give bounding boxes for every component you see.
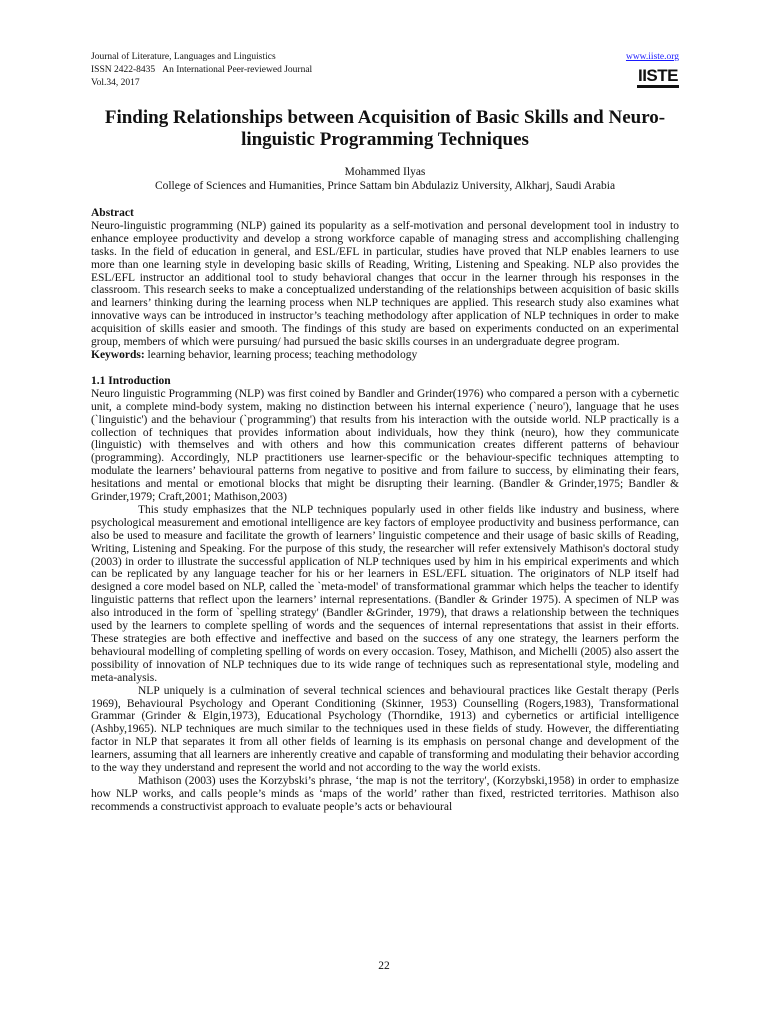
journal-info [91, 51, 312, 90]
intro-paragraph: NLP uniquely is a culmination of several technical sciences and behavioural practices like Gestalt therapy (Perls 1969), Behavioural Psychology and Operant Conditioning (Skinner, 1953) Counselling (Rogers,1983), Transformational Grammar (Grinder & Elgin,1973), Educational Psychology (Thorndike, 1913) and cybernetics or artificial intelligence (Ashby,1965). NLP techniques are much similar to the techniques used in these fields of study. However, the differentiating factor in NLP that separates it from all other fields of learning is its emphasis on personal change and development of the learners, assuming that all learners are inherently creative and capable of transforming and modulating their behavior according to the way they understand and represent the world and not according to the way the world exists. [91, 684, 679, 775]
article-body [91, 207, 679, 814]
intro-paragraph: This study emphasizes that the NLP techniques popularly used in other fields like industry and business, where psychological measurement and emotional intelligence are key factors of employee productivity and business performance, can also be used to measure and facilitate the growth of learners’ linguistic competence and their usage of basic skills of Reading, Writing, Listening and Speaking. For the purpose of this study, the researcher will refer extensively Mathison's doctoral study (2003) in order to illustrate the successful application of NLP techniques used by him in his empirical experiments and which can be replicated by any language teacher for his or her learners in ESL/EFL situation. The originators of NLP itself had designed a core model based on NLP, called the `meta-model' of transformational grammar which helps the teacher to identify linguistic patterns that reflect upon the learners’ internal representations. (Bandler & Grinder 1975). A specimen of NLP was also introduced in the form of `spelling strategy' (Bandler &Grinder, 1979), that draws a relationship between the techniques used by the learners to complete spelling of words and the sequences of internal representations that assist in their efforts. These strategies are both effective and ineffective and based on the success of any one strategy, the learners perform the behavioural modelling of completing spelling of words on every occasion. Tosey, Mathison, and Michelli (2005) also assert the possibility of innovation of NLP techniques due to its wide range of techniques such as representational style, modeling and meta-analysis. [91, 503, 679, 684]
journal-branding [615, 51, 679, 88]
page-number: 22 [378, 960, 390, 972]
abstract-text: Neuro-linguistic programming (NLP) gained its popularity as a self-motivation and personal development tool in industry to enhance employee productivity and develop a strong workforce capable of managing stress and accomplishing challenging tasks. In the field of education in general, and ESL/EFL in particular, studies have proved that NLP enables learners to use more than one learning style in developing basic skills of Reading, Writing, Listening and Speaking. NLP also provides the ESL/EFL instructor an additional tool to study behavioral changes that occur in the learner through his responses in the classroom. This research seeks to make a conceptualized understanding of the relationships between acquisition of basic skills and learners’ thinking during the learning process when NLP techniques are applied. This research study also examines what innovative ways can be introduced in instructor’s teaching methodology after application of NLP techniques in order to make acquisition of skills easier and smooth. The findings of this study are based on experiments conducted on an experimental group, members of which were pursuing/ had pursued the basic skills courses in an undergraduate degree program. [91, 219, 679, 349]
journal-issn: ISSN 2422-8435 [91, 65, 156, 75]
introduction-heading: 1.1 Introduction [91, 374, 171, 387]
author-affiliation: College of Sciences and Humanities, Prince Sattam bin Abdulaziz University, Alkharj, Saudi Arabia [154, 180, 616, 192]
iiste-logo-icon: IISTE [637, 67, 679, 88]
article-title: Finding Relationships between Acquisition of Basic Skills and Neuro-linguistic Programming Techniques [104, 107, 666, 150]
intro-paragraph: Neuro linguistic Programming (NLP) was first coined by Bandler and Grinder(1976) who compared a person with a cybernetic unit, a complete mind-body system, making no distinction between his internal experience (`neuro'), language that he uses (`linguistic') and the behaviour (`programming') that results from his interaction with the outside world. NLP practically is a collection of techniques that provides information about individuals, how they think (neuro), how they communicate (linguistic) with themselves and with others and how this communication creates different patterns of behaviour (programming). Accordingly, NLP practitioners use learner-specific or the behaviour-specific techniques attempting to modulate the learners’ behavioural patterns from negative to positive and from failure to success, by eliminating their fears, hesitations and mental or emotional blocks that might be disrupting their learning. (Bandler & Grinder,1975; Bandler & Grinder,1979; Craft,2001; Mathison,2003) [91, 387, 679, 504]
journal-volume: Vol.34, 2017 [91, 78, 140, 88]
journal-header [91, 51, 679, 97]
keywords-line [91, 349, 679, 362]
website-link[interactable]: www.iiste.org [625, 52, 679, 62]
abstract-heading: Abstract [91, 207, 134, 219]
intro-paragraph: Mathison (2003) uses the Korzybski’s phrase, ‘the map is not the territory', (Korzybski,1958) in order to emphasize how NLP works, and calls people’s minds as ‘maps of the world’ rather than fixed, restricted territories. Mathison also recommends a constructivist approach to evaluate people’s acts or behavioural [91, 774, 679, 813]
journal-name: Journal of Literature, Languages and Linguistics [91, 52, 276, 62]
keywords-list: learning behavior, learning process; teaching methodology [144, 348, 418, 361]
author-name: Mohammed Ilyas [344, 166, 426, 178]
journal-type: An International Peer-reviewed Journal [162, 65, 313, 75]
journal-issn-line [91, 64, 312, 77]
keywords-label: Keywords: [91, 348, 145, 361]
